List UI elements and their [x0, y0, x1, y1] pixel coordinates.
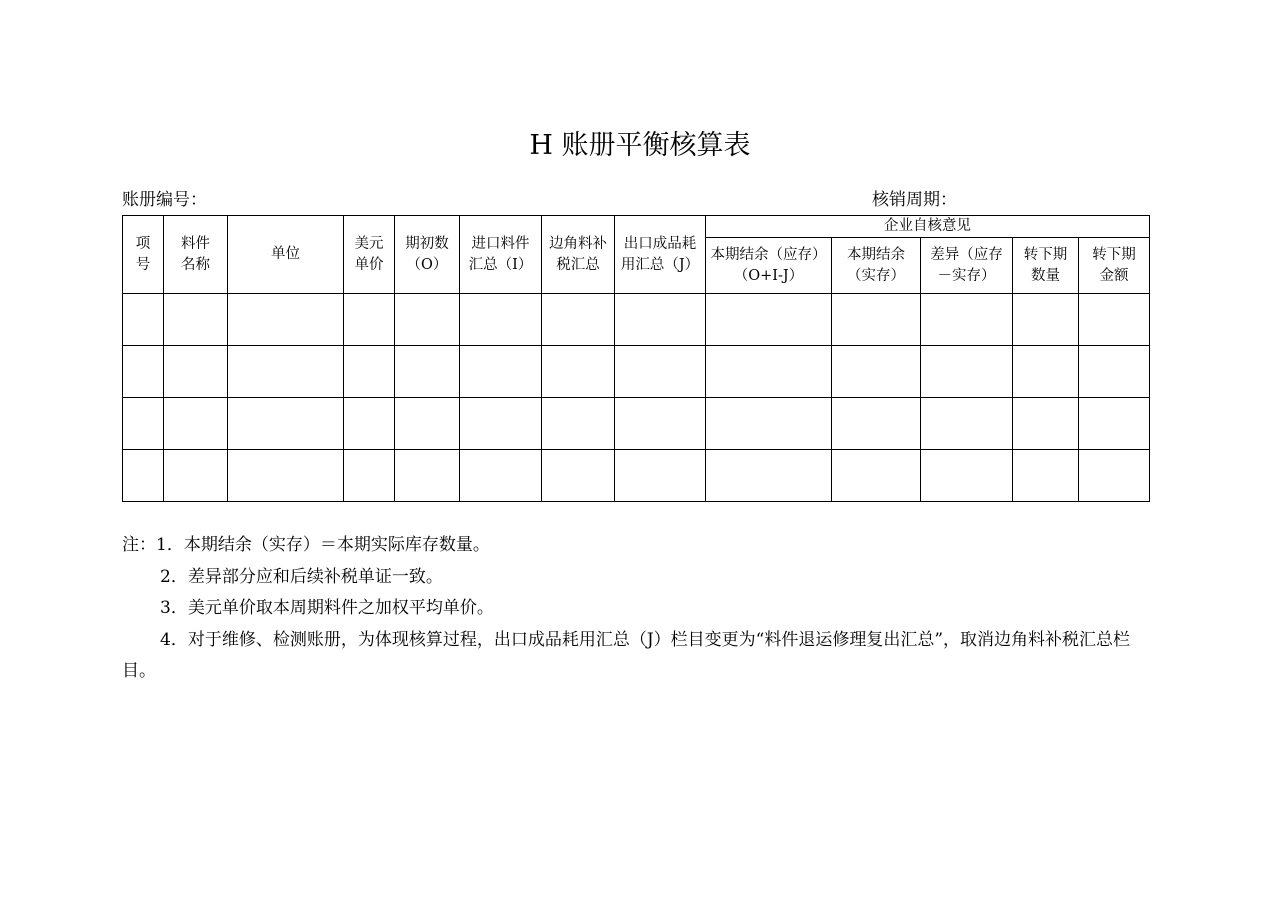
- table-cell: [706, 346, 832, 398]
- column-header: 出口成品耗 用汇总（J）: [615, 216, 706, 294]
- table-cell: [1079, 294, 1150, 346]
- column-header: 进口料件 汇总（I）: [460, 216, 542, 294]
- table-cell: [542, 346, 615, 398]
- column-header: 料件 名称: [164, 216, 228, 294]
- table-cell: [344, 294, 395, 346]
- column-header: 差异（应存 －实存）: [921, 238, 1013, 294]
- table-cell: [832, 398, 921, 450]
- table-cell: [1013, 450, 1079, 502]
- table-cell: [832, 346, 921, 398]
- table-cell: [395, 450, 460, 502]
- table-cell: [921, 346, 1013, 398]
- table-cell: [395, 346, 460, 398]
- table-cell: [1079, 450, 1150, 502]
- table-cell: [123, 346, 164, 398]
- column-header: 边角料补 税汇总: [542, 216, 615, 294]
- table-row: [123, 398, 1150, 450]
- column-header: 美元 单价: [344, 216, 395, 294]
- verification-period-field: [872, 187, 957, 213]
- table-row: [123, 346, 1150, 398]
- table-cell: [542, 398, 615, 450]
- table-cell: [706, 398, 832, 450]
- table-cell: [1013, 294, 1079, 346]
- note-item: 3．美元单价取本周期料件之加权平均单价。: [160, 598, 494, 618]
- note-item: 注：1．本期结余（实存）＝本期实际库存数量。: [122, 535, 490, 555]
- table-cell: [706, 294, 832, 346]
- table-cell: [460, 398, 542, 450]
- table-cell: [1013, 346, 1079, 398]
- table-cell: [615, 398, 706, 450]
- notes-section: [122, 530, 1156, 688]
- column-header: 本期结余 （实存）: [832, 238, 921, 294]
- note-item: 4．对于维修、检测账册，为体现核算过程，出口成品耗用汇总（J）栏目变更为“料件退运修理复出汇总”，取消边角料补税汇总栏目。: [122, 629, 1131, 681]
- table-cell: [164, 294, 228, 346]
- table-cell: [123, 294, 164, 346]
- table-cell: [228, 450, 344, 502]
- table-row: [123, 450, 1150, 502]
- table-cell: [460, 450, 542, 502]
- table-body: [123, 294, 1150, 502]
- table-cell: [228, 346, 344, 398]
- table-cell: [344, 450, 395, 502]
- table-cell: [395, 398, 460, 450]
- table-cell: [344, 346, 395, 398]
- column-header: 本期结余（应存） （O+I-J）: [706, 238, 832, 294]
- table-cell: [1013, 398, 1079, 450]
- table-cell: [460, 346, 542, 398]
- table-cell: [706, 450, 832, 502]
- table-cell: [921, 450, 1013, 502]
- table-row: [123, 294, 1150, 346]
- table-cell: [228, 294, 344, 346]
- group-header: 企业自核意见: [706, 216, 1150, 238]
- verification-period-label: 核销周期：: [872, 190, 957, 210]
- notes-prefix: 注：: [122, 535, 156, 555]
- table-cell: [832, 294, 921, 346]
- table-cell: [615, 450, 706, 502]
- table-cell: [1079, 346, 1150, 398]
- table-cell: [460, 294, 542, 346]
- table-cell: [395, 294, 460, 346]
- table-cell: [615, 346, 706, 398]
- column-header: 转下期 金额: [1079, 238, 1150, 294]
- account-number-label: 账册编号：: [122, 190, 207, 210]
- table-cell: [228, 398, 344, 450]
- column-header: 转下期 数量: [1013, 238, 1079, 294]
- column-header: 项 号: [123, 216, 164, 294]
- table-cell: [164, 346, 228, 398]
- table-cell: [1079, 398, 1150, 450]
- table-cell: [921, 294, 1013, 346]
- table-cell: [542, 450, 615, 502]
- note-item: 2．差异部分应和后续补税单证一致。: [160, 566, 443, 587]
- table-cell: [123, 450, 164, 502]
- table-cell: [164, 450, 228, 502]
- balance-table: [122, 215, 1150, 502]
- table-cell: [542, 294, 615, 346]
- table-cell: [615, 294, 706, 346]
- column-header: 单位: [228, 216, 344, 294]
- table-cell: [164, 398, 228, 450]
- table-cell: [344, 398, 395, 450]
- document-title: H 账册平衡核算表: [529, 130, 751, 161]
- table-cell: [123, 398, 164, 450]
- column-header: 期初数 （O）: [395, 216, 460, 294]
- table-cell: [832, 450, 921, 502]
- table-cell: [921, 398, 1013, 450]
- account-number-field: [122, 187, 207, 213]
